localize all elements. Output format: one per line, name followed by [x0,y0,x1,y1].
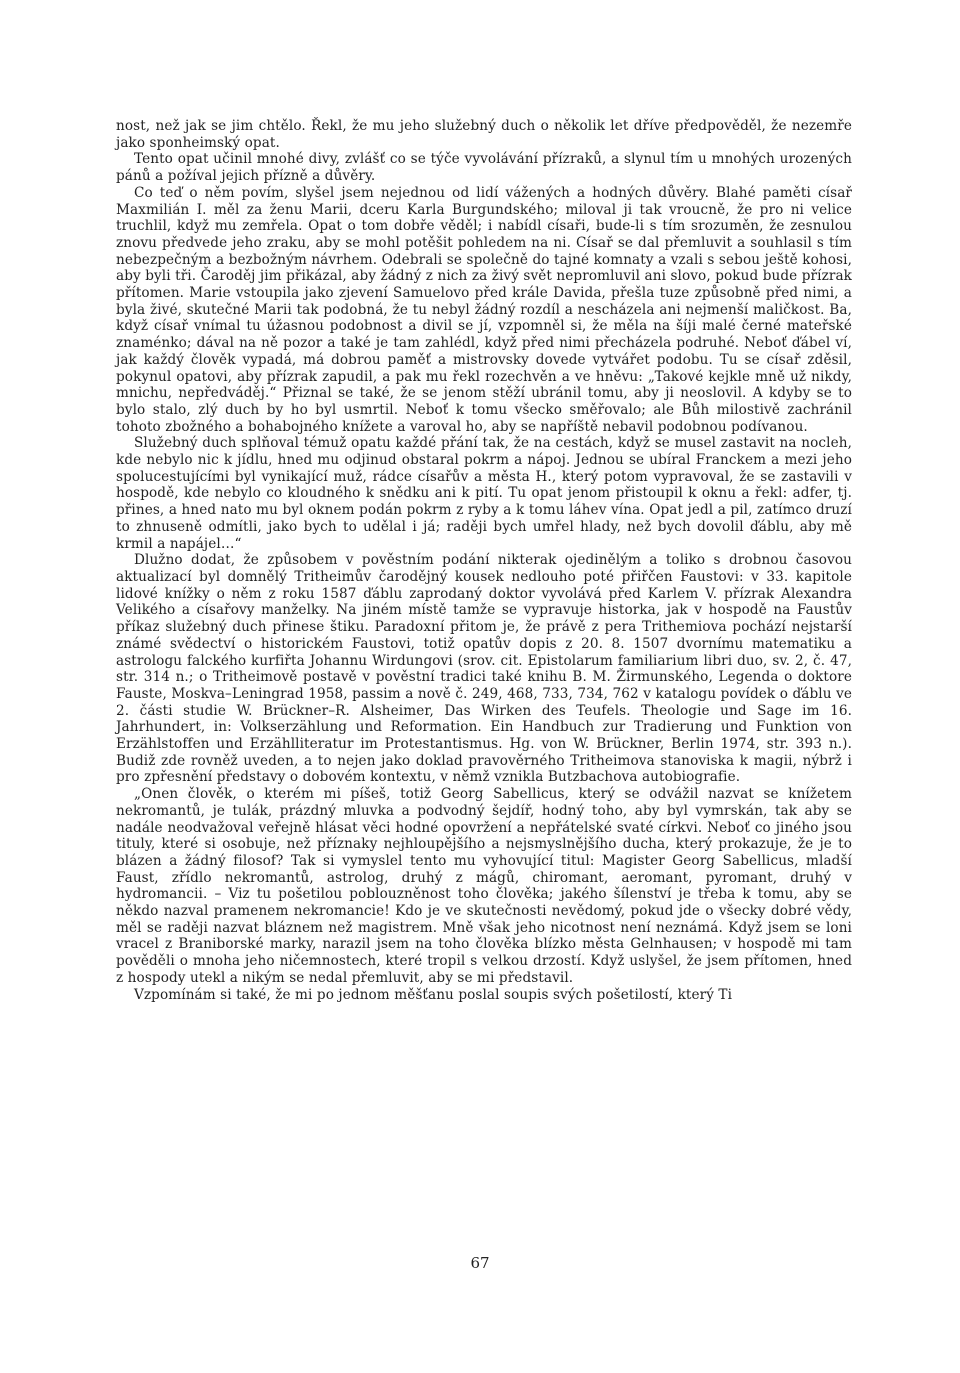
paragraph-maximilian-story: Co teď o něm povím, slyšel jsem nejednou od lidí vážených a hodných důvěry. Blahé paměti císař Maxmilián I. měl za ženu Marii, dceru Karla Burgundského; miloval ji tak vroucně, že pro ni velice truchlil, když mu zemřela. Opat o tom dobře věděl; i nabídl císaři, bude-li s tím srozuměn, že zesnulou znovu předvede jeho zraku, aby se mohl potěšit pohledem na ni. Císař se dal přemluvit a souhlasil s tím nebezpečným a bezbožným návrhem. Odebrali se společně do tajné komnaty a vzali s sebou ještě kohosi, aby byli tři. Čaroděj jim přikázal, aby žádný z nich za živý svět nepromluvil ani slovo, pokud bude přízrak přítomen. Marie vstoupila jako zjevení Samuelovo před krále Davida, přešla tuze způsobně před nimi, a byla živé, skutečné Marii tak podobná, že tu nebyl žádný rozdíl a nescházela ani nejmenší maličkost. Ba, když císař vnímal tu úžasnou podobnost a divil se jí, vzpomněl si, že měla na šíji malé černé mateřské znaménko; dával na ně pozor a také je tam zahlédl, když před nimi přecházela podruhé. Neboť ďábel ví, jak každý člověk vypadá, má dobrou paměť a mistrovsky dovede vytvářet podobu. Tu se císař zděsil, pokynul opatovi, aby přízrak zapudil, a pak mu řekl rozechvěn a ve hněvu: „Takové kejkle mně už nikdy, mnichu, nepředváděj.“ Přiznal se také, že se jenom stěží ubránil tomu, aby ji neoslovil. A kdyby se to bylo stalo, zlý duch by ho byl usmrtil. Neboť k tomu všecko směřovalo; ale Bůh milostivě zachránil tohoto zbožného a bohabojného knížete a varoval ho, aby se napříště nebavil podobnou podívanou. [116,184,852,435]
paragraph-continuation: nost, než jak se jim chtělo. Řekl, že mu jeho služebný duch o několik let dříve předpověděl, že nezemře jako sponheimský opat. [116,118,852,151]
paragraph-sabellicus-letter: „Onen člověk, o kterém mi píšeš, totiž Georg Sabellicus, který se odvážil nazvat se knížetem nekromantů, je tulák, prázdný mluvka a podvodný šejdíř, hodný toho, aby byl vymrskán, tak aby se nadále neodvažoval veřejně hlásat věci hodné opovržení a nepřátelské svaté církvi. Neboť co jiného jsou tituly, které si osobuje, než příznaky nejhloupějšího a nejsmyslnějšího ducha, který prokazuje, že je to blázen a žádný filosof? Tak si vymyslel tento mu vyhovující titul: Magister Georg Sabellicus, mladší Faust, zřídlo nekromantů, astrolog, druhý z mágů, chiromant, aeromant, pyromant, druhý v hydromancii. – Viz tu pošetilou poblouzněnost toho člověka; jakého šílenství je třeba k tomu, aby se někdo nazval pramenem nekromancie! Kdo je ve skutečnosti nevědomý, pokud jde o všecky dobré vědy, měl se raději nazvat bláznem než magistrem. Mně však jeho nicotnost není neznámá. Když jsem se loni vracel z Braniborské marky, narazil jsem na toho člověka blízko města Gelnhausen; v hospodě mi tam pověděli o mnoha jeho ničemnostech, které tropil s velkou drzostí. Když uslyšel, že jsem přítomen, hned z hospody utekl a nikým se nedal přemluvit, aby se mi představil. [116,786,852,986]
paragraph-servant-spirit: Služebný duch splňoval témuž opatu každé přání tak, že na cestách, když se musel zastavit na nocleh, kde nebylo nic k jídlu, hned mu odjinud obstaral pokrm a nápoj. Jednou se ubíral Franckem a mezi jeho spolucestujícími byl vynikající muž, rádce císařův a města H., který potom vypravoval, že se zastavili v hospodě, kde nebylo co kloudného k snědku ani k pití. Tu opat jenom přistoupil k oknu a řekl: adfer, tj. přines, a hned nato mu byl oknem podán pokrm z ryby a k tomu láhev vína. Opat jedl a pil, zatímco druzí to zhnuseně odmítli, jako bych to udělal i já; raději bych umřel hlady, než bych dovolil ďáblu, aby mě krmil a napájel…“ [116,435,852,552]
page-number: 67 [470,1254,490,1272]
paragraph-final-line: Vzpomínám si také, že mi po jednom měšťanu poslal soupis svých pošetilostí, který Ti [134,986,733,1003]
document-body [116,118,852,1003]
paragraph-abbot-reputation: Tento opat učinil mnohé divy, zvlášť co se týče vyvolávání přízraků, a slynul tím u mnohých urozených pánů a požíval jejich přízně a důvěry. [116,151,852,185]
paragraph-commentary: Dlužno dodat, že způsobem v pověstním podání nikterak ojedinělým a toliko s drobnou časovou aktualizací byl domnělý Tritheimův čarodějný kousek nedlouho poté přiřčen Faustovi: v 33. kapitole lidové knížky o něm z roku 1587 ďáblu zaprodaný doktor vyvolává před Karlem V. přízrak Alexandra Velikého a císařovy manželky. Na jiném místě tamže se vypravuje historka, jak v hospodě na Faustův příkaz služebný duch přinese štiku. Paradoxní přitom je, že právě z pera Trithemiova pochází nejstarší známé svědectví o historickém Faustovi, totiž opatův dopis z 20. 8. 1507 dvornímu matematiku a astrologu falckého kurfiřta Johannu Wirdungovi (srov. cit. Epistolarum familiarium libri duo, sv. 2, č. 47, str. 314 n.; o Tritheimově postavě v pověstní tradici také knihu B. M. Žirmunského, Legenda o doktore Fauste, Moskva–Leningrad 1958, passim a nově č. 249, 468, 733, 734, 762 v katalogu povídek o ďáblu ve 2. části studie W. Brückner–R. Alsheimer, Das Wirken des Teufels. Theologie und Sage im 16. Jahrhundert, in: Volkserzählung und Reformation. Ein Handbuch zur Tradierung und Funktion von Erzählstoffen und Erzählliteratur im Protestantismus. Hg. von W. Brückner, Berlin 1974, str. 393 n.). Budiž zde rovněž uveden, a to nejen jako doklad pravověrného Tritheimova stanoviska k magii, nýbrž i pro zpřesnění představy o dobovém kontextu, v němž vznikla Butzbachova autobiografie. [116,552,852,786]
